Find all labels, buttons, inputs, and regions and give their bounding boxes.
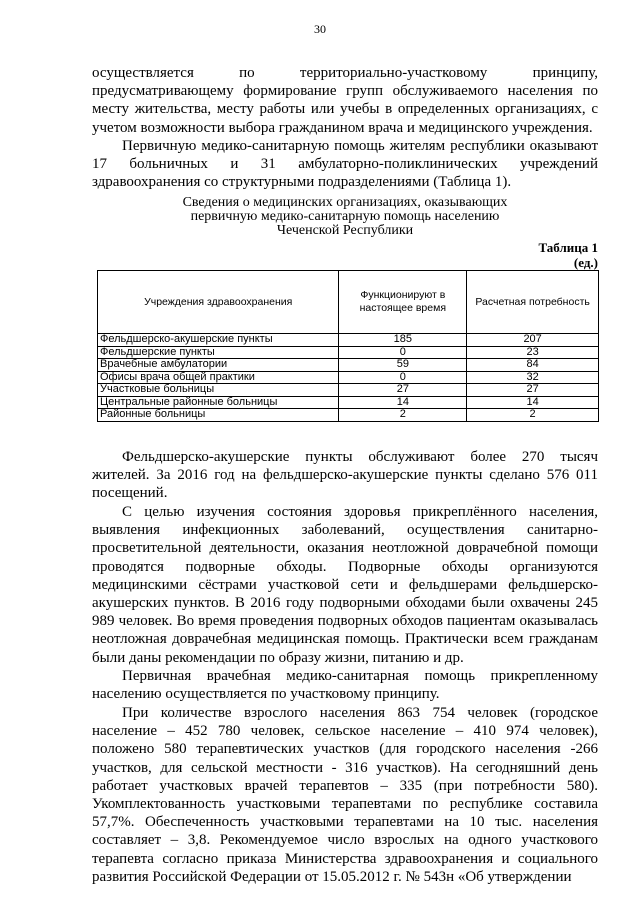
table-cell: 14 <box>339 396 467 409</box>
table-caption <box>92 196 598 238</box>
table-row <box>98 409 599 422</box>
table-row <box>98 384 599 397</box>
table-row <box>98 396 599 409</box>
table-caption-line: первичную медико-санитарную помощь населению <box>190 209 500 224</box>
table-cell: 27 <box>467 384 599 397</box>
table-cell: 14 <box>467 396 599 409</box>
medical-organizations-table <box>97 270 599 422</box>
paragraph-primary-care-institutions: Первичную медико-санитарную помощь жителям республики оказывают 17 больничных и 31 амбулаторно-поликлинических учреждений здравоохранения со структурными подразделениями (Таблица 1). <box>92 138 598 191</box>
table-cell: 185 <box>339 334 467 347</box>
table-cell: 0 <box>339 371 467 384</box>
column-header: Расчетная потребность <box>467 271 599 334</box>
paragraph-home-visits: С целью изучения состояния здоровья прикреплённого населения, выявления инфекционных заболеваний, осуществления санитарно-просветительной деятельности, оказания неотложной доврачебной помощи проводятся подворные обходы. Подворные обходы организуются медицинскими сёстрами участковой сети и фельдшерами фельдшерско-акушерских пунктов. В 2016 году подворными обходами были охвачены 245 989 человек. Во время проведения подворных обходов пациентам оказывалась неотложная доврачебная медицинская помощь. Практически всем гражданам были даны рекомендации по образу жизни, питанию и др. <box>92 504 598 666</box>
column-header: Функционируют в настоящее время <box>339 271 467 334</box>
column-header: Учреждения здравоохранения <box>98 271 339 334</box>
table-cell: Офисы врача общей практики <box>98 371 339 384</box>
paragraph-therapist-staffing: При количестве взрослого населения 863 754 человек (городское население – 452 780 человек, сельское население – 410 974 человек), положено 580 терапевтических участков (для городского населения -266 участков, для сельской местности - 316 участков). На сегодняшний день работает участковых врачей терапевтов – 335 (при потребности 580). Укомплектованность участковыми терапевтами по республике составила 57,7%. Обеспеченность участковыми терапевтами на 10 тыс. населения составляет – 3,8. Рекомендуемое число взрослых на одного участкового терапевта согласно приказа Министерства здравоохранения и социального развития Российской Федерации от 15.05.2012 г. № 543н «Об утверждении <box>92 705 598 885</box>
table-caption-line: Сведения о медицинских организациях, оказывающих <box>182 195 508 210</box>
table-cell: Фельдшерские пункты <box>98 346 339 359</box>
table-header-row <box>98 271 599 334</box>
table-number: Таблица 1 <box>538 240 598 255</box>
table-cell: 59 <box>339 359 467 372</box>
table-cell: 2 <box>467 409 599 422</box>
table-row <box>98 346 599 359</box>
table-row <box>98 371 599 384</box>
table-row <box>98 359 599 372</box>
table-cell: 0 <box>339 346 467 359</box>
table-cell: Центральные районные больницы <box>98 396 339 409</box>
table-cell: 84 <box>467 359 599 372</box>
table-cell: Врачебные амбулатории <box>98 359 339 372</box>
table-cell: 32 <box>467 371 599 384</box>
table-unit: (ед.) <box>573 255 598 270</box>
paragraph-territorial-principle: осуществляется по территориально-участковому принципу, предусматривающему формирование групп обслуживаемого населения по месту жительства, месту работы или учебы в определенных организациях, с учетом возможности выбора гражданином врача и медицинского учреждения. <box>92 65 598 136</box>
page-number: 30 <box>314 22 326 36</box>
table-cell: Участковые больницы <box>98 384 339 397</box>
table-caption-line: Чеченской Республики <box>276 223 414 238</box>
table-label <box>538 240 598 270</box>
table-cell: 2 <box>339 409 467 422</box>
table-cell: 207 <box>467 334 599 347</box>
paragraph-fap-visits: Фельдшерско-акушерские пункты обслуживают более 270 тысяч жителей. За 2016 год на фельдшерско-акушерские пункты сделано 576 011 посещений. <box>92 449 598 502</box>
table-row <box>98 334 599 347</box>
table-cell: 27 <box>339 384 467 397</box>
table-cell: Районные больницы <box>98 409 339 422</box>
paragraph-district-principle: Первичная врачебная медико-санитарная помощь прикрепленному населению осуществляется по участковому принципу. <box>92 668 598 703</box>
table-cell: 23 <box>467 346 599 359</box>
table-cell: Фельдшерско-акушерские пункты <box>98 334 339 347</box>
